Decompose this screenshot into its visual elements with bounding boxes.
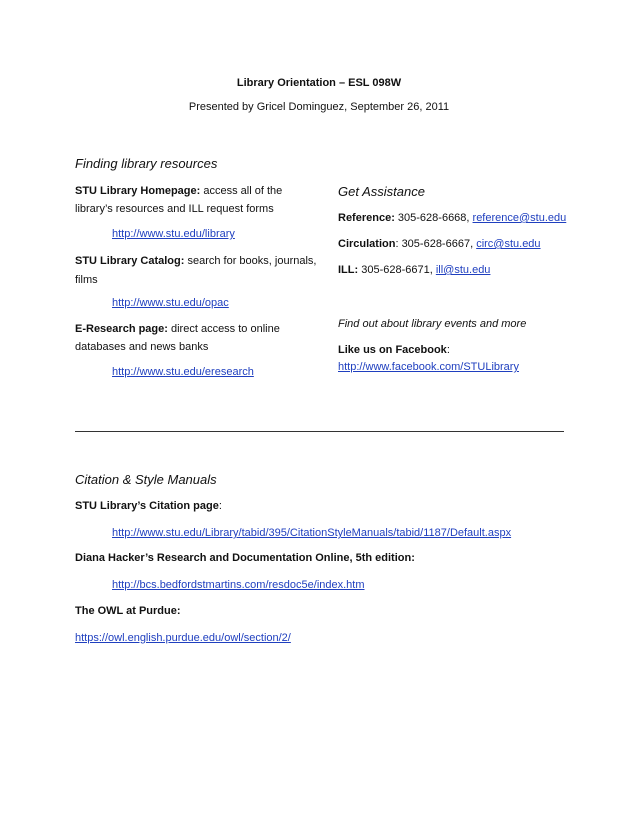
stu-citation-label: STU Library’s Citation page bbox=[75, 500, 219, 512]
facebook-label: Like us on Facebook bbox=[338, 344, 447, 356]
hacker-label: Diana Hacker’s Research and Documentation Online, 5th edition: bbox=[75, 552, 415, 564]
eresearch-desc-1: direct access to online bbox=[167, 323, 280, 335]
stu-citation-colon: : bbox=[218, 500, 222, 512]
eresearch-link[interactable]: http://www.stu.edu/eresearch bbox=[112, 366, 254, 378]
assistance-heading: Get Assistance bbox=[338, 184, 425, 199]
owl-label: The OWL at Purdue: bbox=[75, 605, 181, 617]
catalog-line-1 bbox=[75, 255, 316, 267]
circulation-label: Circulation bbox=[338, 238, 396, 250]
presenter-line: Presented by Gricel Dominguez, September 26, 2011 bbox=[188, 101, 450, 113]
stu-citation-line bbox=[75, 500, 222, 512]
homepage-desc-2: library’s resources and ILL request forms bbox=[75, 203, 274, 215]
catalog-link[interactable]: http://www.stu.edu/opac bbox=[112, 297, 229, 309]
reference-email-link[interactable]: reference@stu.edu bbox=[472, 212, 567, 224]
ill-label: ILL: bbox=[338, 264, 359, 276]
homepage-line-1 bbox=[75, 185, 282, 197]
reference-line bbox=[338, 212, 566, 224]
hacker-link[interactable]: http://bcs.bedfordstmartins.com/resdoc5e/index.htm bbox=[112, 579, 365, 591]
homepage-desc-1: access all of the bbox=[200, 185, 283, 197]
eresearch-line-1 bbox=[75, 323, 280, 335]
citation-heading: Citation & Style Manuals bbox=[75, 472, 217, 487]
circulation-line bbox=[338, 238, 541, 250]
eresearch-desc-2: databases and news banks bbox=[75, 341, 209, 353]
facebook-line bbox=[338, 344, 450, 356]
catalog-desc-2: films bbox=[75, 274, 98, 286]
homepage-link[interactable]: http://www.stu.edu/library bbox=[112, 228, 235, 240]
eresearch-label: E-Research page: bbox=[75, 323, 168, 335]
ill-phone: 305-628-6671, bbox=[358, 264, 436, 276]
circulation-phone: : 305-628-6667, bbox=[395, 238, 477, 250]
events-heading: Find out about library events and more bbox=[338, 318, 527, 330]
facebook-colon: : bbox=[446, 344, 450, 356]
stu-citation-link[interactable]: http://www.stu.edu/Library/tabid/395/CitationStyleManuals/tabid/1187/Default.aspx bbox=[112, 527, 512, 539]
catalog-desc-1: search for books, journals, bbox=[184, 255, 317, 267]
owl-link[interactable]: https://owl.english.purdue.edu/owl/section/2/ bbox=[75, 632, 291, 644]
section-divider bbox=[75, 431, 564, 432]
ill-line bbox=[338, 264, 490, 276]
finding-heading: Finding library resources bbox=[75, 156, 218, 171]
catalog-label: STU Library Catalog: bbox=[75, 255, 185, 267]
facebook-link[interactable]: http://www.facebook.com/STULibrary bbox=[338, 361, 519, 373]
reference-label: Reference: bbox=[338, 212, 395, 224]
circulation-email-link[interactable]: circ@stu.edu bbox=[476, 238, 541, 250]
ill-email-link[interactable]: ill@stu.edu bbox=[435, 264, 491, 276]
page-title: Library Orientation – ESL 098W bbox=[236, 77, 402, 89]
reference-phone: 305-628-6668, bbox=[394, 212, 473, 224]
homepage-label: STU Library Homepage: bbox=[75, 185, 201, 197]
